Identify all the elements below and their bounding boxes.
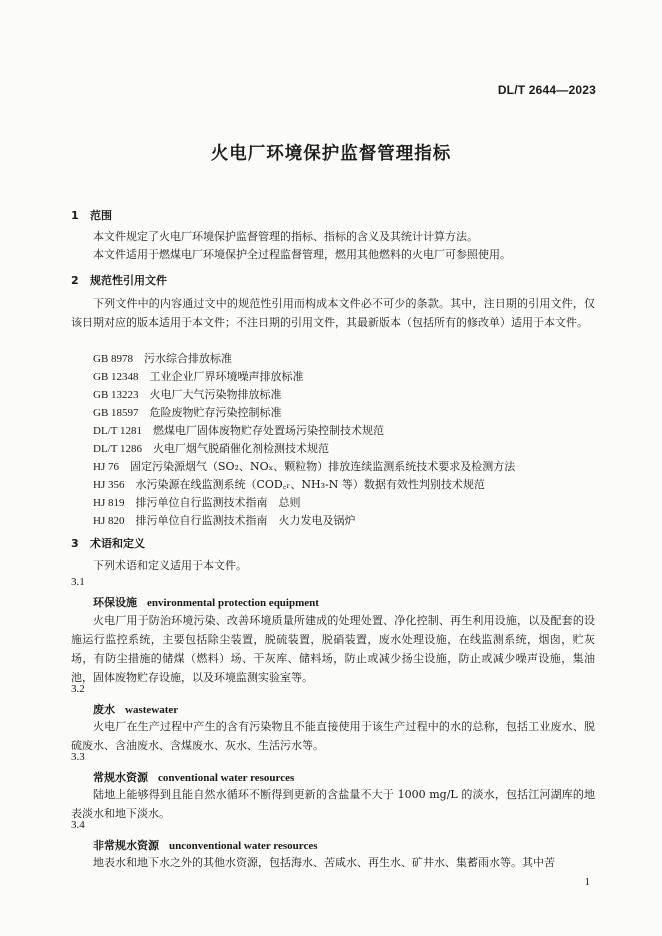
term-name-zh: 废水 [93,703,115,716]
term-name-zh: 常规水资源 [93,771,148,784]
reference-title: 危险废物贮存污染控制标准 [149,406,282,419]
section-title: 术语和定义 [90,537,145,550]
reference-item [93,476,485,492]
term-heading [93,769,294,785]
reference-title: 工业企业厂界环境噪声排放标准 [149,370,304,383]
term-number: 3.4 [71,819,85,831]
reference-item [93,404,282,420]
term-name-en: unconventional water resources [169,840,318,852]
reference-item [93,440,329,456]
section-3-intro: 下列术语和定义适用于本文件。 [93,559,247,572]
reference-item [93,350,232,366]
reference-title: 排污单位自行监测技术指南 火力发电及锅炉 [135,514,356,527]
section-number: 1 [71,209,79,222]
section-2-intro: 下列文件中的内容通过文中的规范性引用而构成本文件必不可少的条款。其中，注日期的引用文件，仅该日期对应的版本适用于本文件；不注日期的引用文件，其最新版本（包括所有的修改单）适用于本文件。 [71,297,595,329]
term-number: 3.3 [71,751,85,763]
reference-code: GB 13223 [93,389,139,401]
term-definition: 火电厂用于防治环境污染、改善环境质量所建成的处理处置、净化控制、再生利用设施，以及配套的设施运行监控系统，主要包括除尘装置，脱硫装置，脱硝装置，废水处理设施，在线监测系统，烟囱，贮灰场，有防尘措施的储煤（燃料）场、干灰库、储料场，防止或减少扬尘设施，防止或减少噪声设施，集油池，固体废物贮存设施，以及环境监测实验室等。 [71,614,595,684]
term-number: 3.2 [71,683,85,695]
term-name-en: environmental protection equipment [147,597,319,609]
term-name-en: wastewater [125,704,179,716]
term-heading [93,701,178,717]
term-number: 3.1 [71,576,85,588]
term-name-zh: 非常规水资源 [93,839,159,852]
reference-code: DL/T 1286 [93,443,142,455]
reference-code: HJ 819 [93,497,125,509]
reference-code: DL/T 1281 [93,425,142,437]
reference-item [93,422,384,438]
reference-title: 固定污染源烟气（SO₂、NOₓ、颗粒物）排放连续监测系统技术要求及检测方法 [129,460,516,473]
section-1-paragraph-1: 本文件规定了火电厂环境保护监督管理的指标、指标的含义及其统计计算方法。 [93,230,478,243]
reference-title: 火电厂烟气脱硝催化剂检测技术规范 [153,442,329,455]
reference-code: HJ 820 [93,515,125,527]
reference-title: 污水综合排放标准 [144,352,233,365]
reference-title: 燃煤电厂固体废物贮存处置场污染控制技术规范 [153,424,384,437]
reference-item [93,458,515,474]
section-2-heading [71,272,167,288]
document-code: DL/T 2644—2023 [497,83,596,97]
section-1-paragraph-2: 本文件适用于燃煤电厂环境保护全过程监督管理，燃用其他燃料的火电厂可参照使用。 [93,248,511,261]
term-name-en: conventional water resources [158,772,295,784]
term-heading [93,594,319,610]
reference-code: GB 8978 [93,353,134,365]
page-number: 1 [584,876,590,888]
reference-title: 排污单位自行监测技术指南 总则 [135,496,301,509]
reference-item [93,512,355,528]
reference-item [93,368,304,384]
reference-code: HJ 356 [93,479,125,491]
reference-code: GB 18597 [93,407,139,419]
section-title: 规范性引用文件 [90,274,167,287]
section-number: 3 [71,537,79,550]
section-1-heading [71,207,112,223]
term-definition: 地表水和地下水之外的其他水资源，包括海水、苦咸水、再生水、矿井水、集蓄雨水等。其中苦 [93,856,555,869]
term-heading [93,837,318,853]
reference-code: HJ 76 [93,461,119,473]
term-name-zh: 环保设施 [93,596,137,609]
section-title: 范围 [90,209,112,222]
reference-item [93,494,300,510]
reference-title: 水污染源在线监测系统（COD꜀ᵣ、NH₃-N 等）数据有效性判别技术规范 [135,478,485,491]
term-definition: 火电厂在生产过程中产生的含有污染物且不能直接使用于该生产过程中的水的总称，包括工业废水、脱硫废水、含油废水、含煤废水、灰水、生活污水等。 [71,720,595,752]
section-number: 2 [71,274,79,287]
page-title: 火电厂环境保护监督管理指标 [210,144,452,164]
reference-title: 火电厂大气污染物排放标准 [149,388,282,401]
reference-item [93,386,282,402]
section-3-heading [71,535,145,551]
reference-code: GB 12348 [93,371,139,383]
term-definition: 陆地上能够得到且能自然水循环不断得到更新的含盐量不大于 1000 mg/L 的淡水，包括江河湖库的地表淡水和地下淡水。 [71,788,595,820]
